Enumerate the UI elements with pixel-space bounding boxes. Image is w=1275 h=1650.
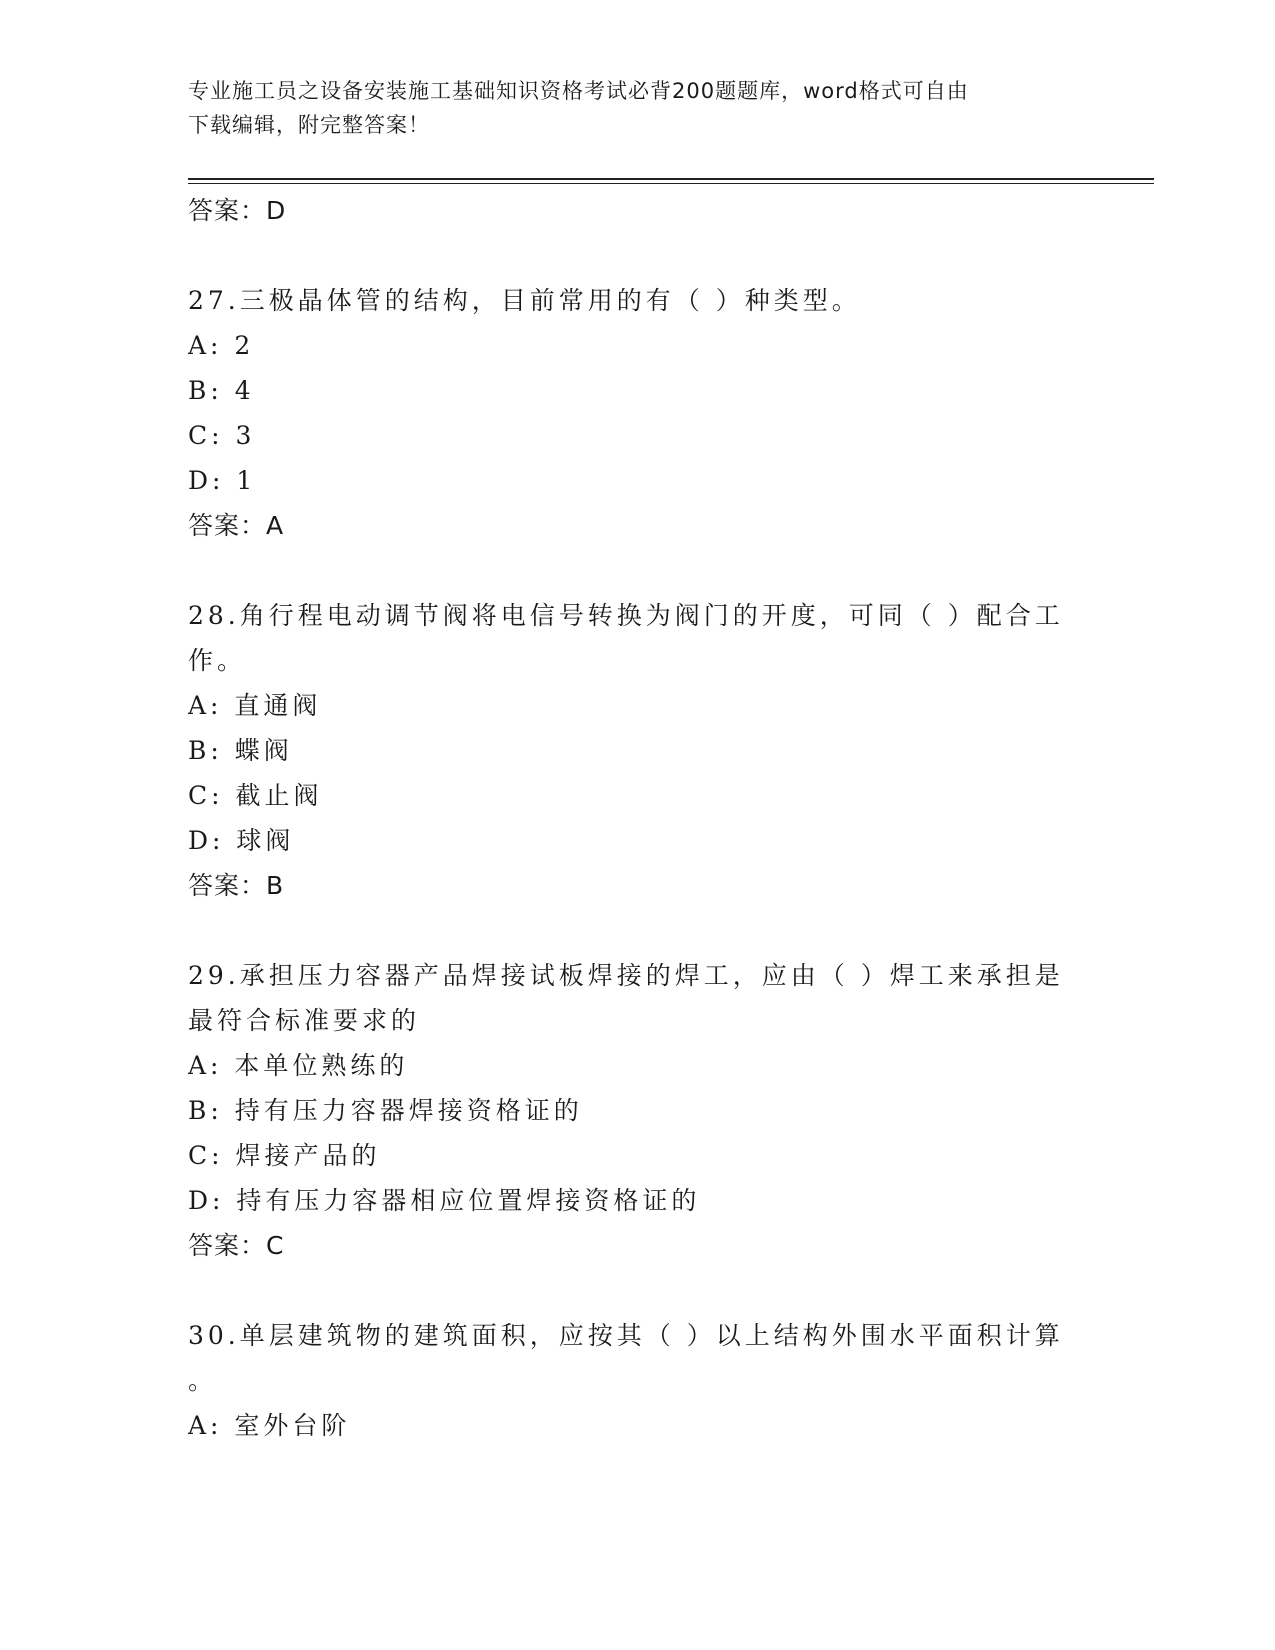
- header-divider: [188, 178, 1154, 180]
- answer-line: 答案：D: [188, 196, 287, 225]
- option-d: D: 球阀: [188, 826, 295, 855]
- option-b: B: 4: [188, 376, 255, 405]
- question-stem: [188, 953, 1088, 1043]
- option-a: A: 2: [188, 331, 255, 360]
- option-a: A: 直通阀: [188, 691, 322, 720]
- spacer: [188, 1269, 1088, 1313]
- answer-line: 答案：B: [188, 871, 285, 900]
- question-block: [188, 1313, 1088, 1448]
- question-text: 作。: [188, 646, 247, 675]
- question-stem: [188, 278, 1088, 323]
- option-c: C: 焊接产品的: [188, 1141, 381, 1170]
- question-text: 27.三极晶体管的结构，目前常用的有（ ）种类型。: [188, 286, 861, 315]
- header-line: 专业施工员之设备安装施工基础知识资格考试必背200题题库，word格式可自由: [188, 79, 969, 103]
- spacer: [188, 234, 1088, 278]
- question-text: 28.角行程电动调节阀将电信号转换为阀门的开度，可同（ ）配合工: [188, 601, 1064, 630]
- question-block: [188, 953, 1088, 1269]
- question-text: 。: [188, 1366, 218, 1395]
- question-stem: [188, 1313, 1088, 1403]
- spacer: [188, 909, 1088, 953]
- answer-line: 答案：A: [188, 511, 285, 540]
- option-c: C: 3: [188, 421, 256, 450]
- option-a: A: 本单位熟练的: [188, 1051, 409, 1080]
- question-block: [188, 593, 1088, 909]
- option-c: C: 截止阀: [188, 781, 323, 810]
- question-stem: [188, 593, 1088, 683]
- question-text: 最符合标准要求的: [188, 1006, 421, 1035]
- answer-line: 答案：C: [188, 1231, 285, 1260]
- question-block: [188, 278, 1088, 549]
- option-a: A: 室外台阶: [188, 1411, 351, 1440]
- option-b: B: 蝶阀: [188, 736, 293, 765]
- header-divider: [188, 183, 1154, 184]
- option-d: D: 1: [188, 466, 257, 495]
- option-d: D: 持有压力容器相应位置焊接资格证的: [188, 1186, 701, 1215]
- question-text: 29.承担压力容器产品焊接试板焊接的焊工，应由（ ）焊工来承担是: [188, 961, 1064, 990]
- option-b: B: 持有压力容器焊接资格证的: [188, 1096, 583, 1125]
- spacer: [188, 549, 1088, 593]
- document-header: [188, 74, 1068, 142]
- header-line: 下载编辑，附完整答案！: [188, 113, 430, 137]
- question-text: 30.单层建筑物的建筑面积，应按其（ ）以上结构外围水平面积计算: [188, 1321, 1064, 1350]
- question-list: [188, 188, 1088, 1448]
